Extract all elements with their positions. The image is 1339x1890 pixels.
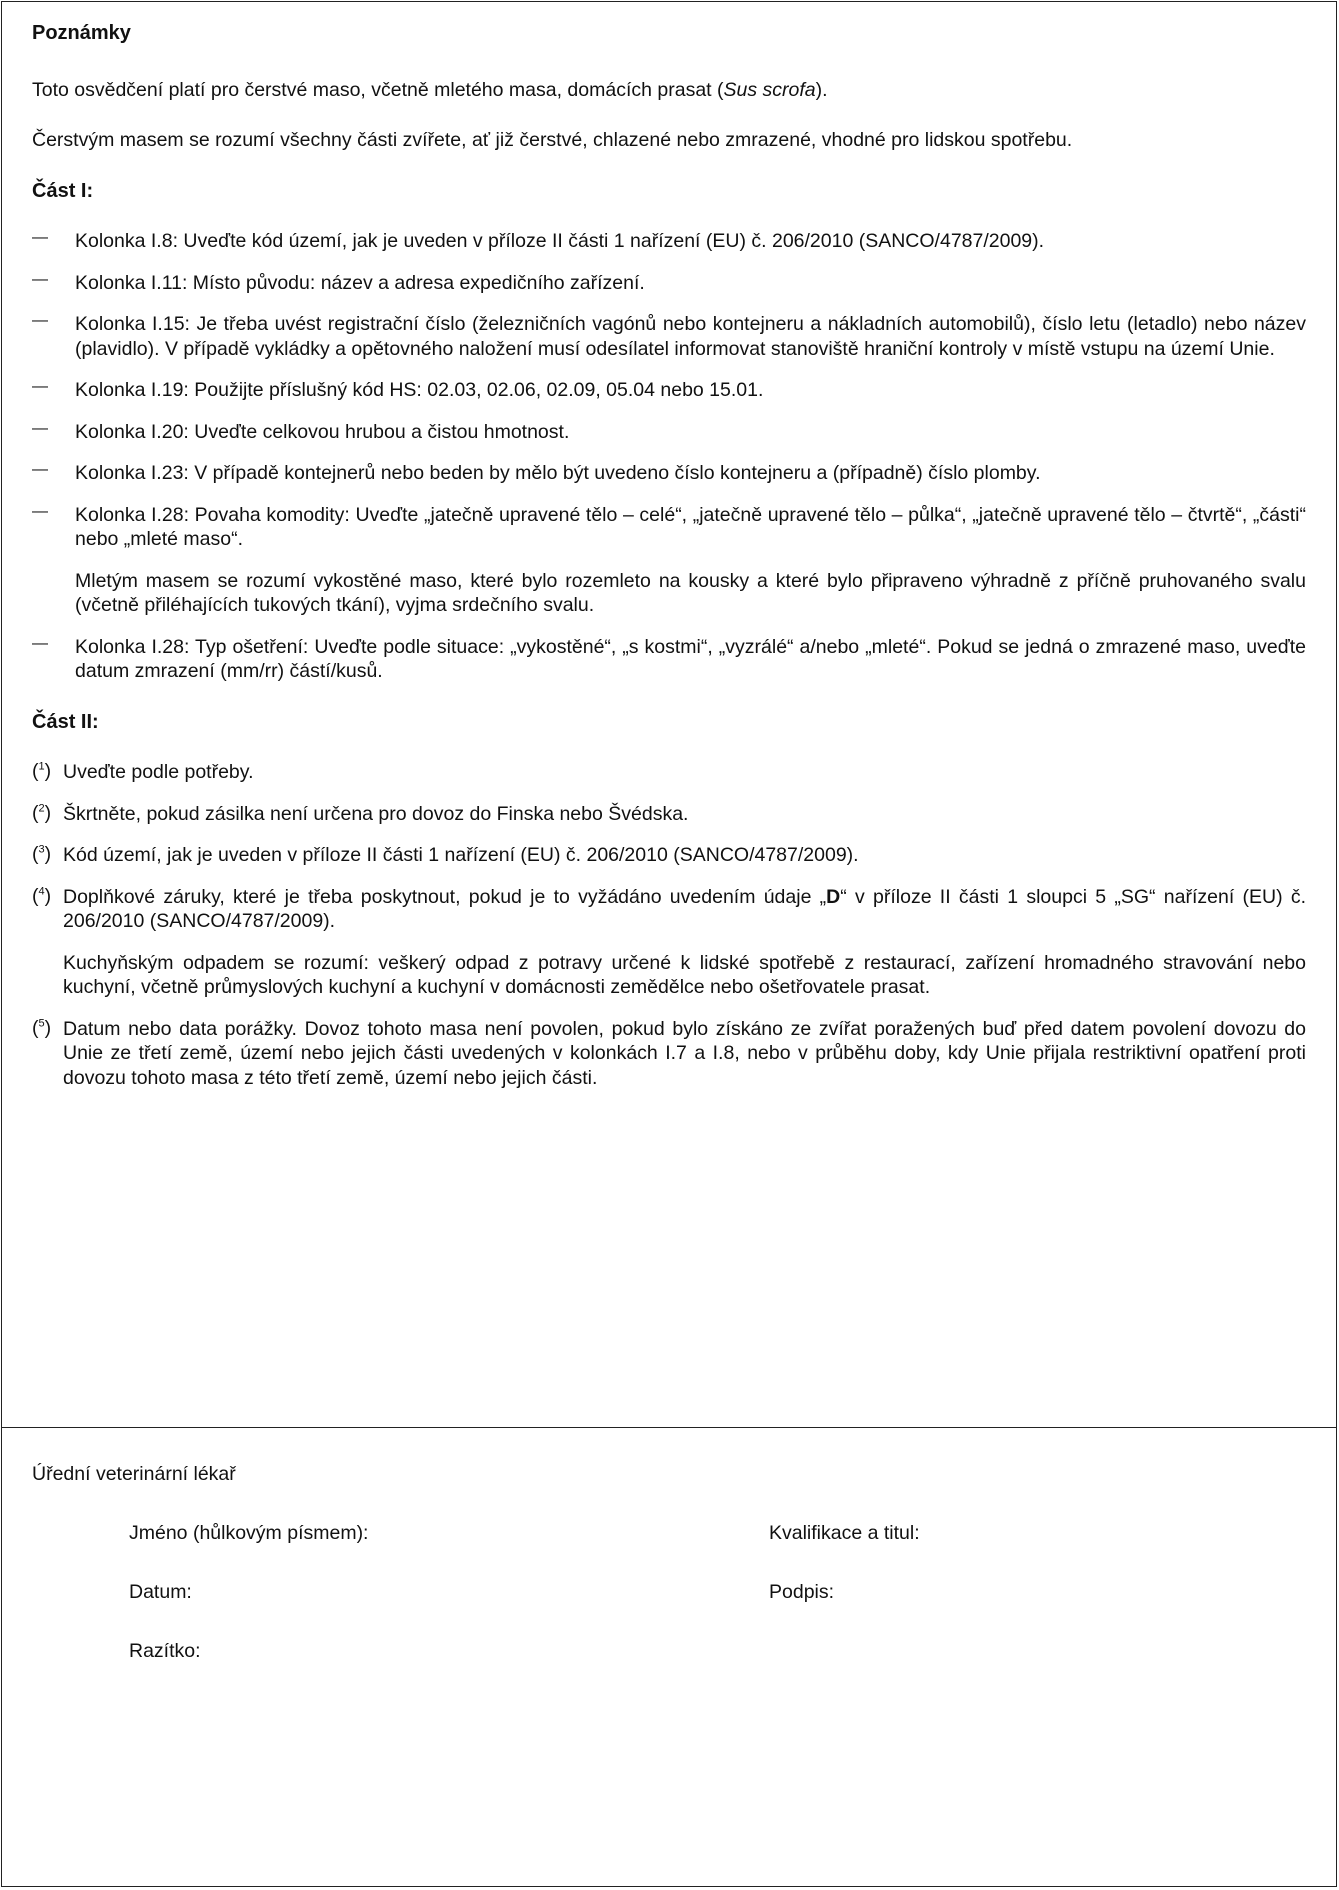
species-name: Sus scrofa [723, 78, 816, 101]
stamp-label: Razítko: [129, 1639, 201, 1662]
part1-item-text: Kolonka I.28: Typ ošetření: Uveďte podle situace: „vykostěné“, „s kostmi“, „vyzrálé“ a/nebo „mleté“. Pokud se jedná o zmrazené maso, uveďte datum zmrazení (mm/rr) částí/kusů. [75, 635, 1306, 682]
dash-bullet: — [32, 312, 48, 329]
part2-item-text: Datum nebo data porážky. Dovoz tohoto masa není povolen, pokud bylo získáno ze zvířat poražených buď před datem povolení dovozu do Unie ze třetí země, území nebo jejich části uvedených v kolonkách I.7 a I.8, nebo v průběhu doby, kdy Unie přijala restriktivní opatření proti dovozu tohoto masa z této třetí země, území nebo jejich části. [63, 1017, 1306, 1089]
part2-item [32, 843, 1306, 868]
dash-bullet: — [32, 270, 48, 288]
part1-item [32, 312, 1306, 361]
part1-title: Část I: [32, 179, 94, 202]
date-label: Datum: [129, 1580, 192, 1603]
part2-item [32, 760, 1306, 785]
veterinarian-section [2, 1428, 1336, 1886]
part1-item [32, 378, 1306, 403]
part2-item [32, 885, 1306, 934]
part2-item-text: Doplňkové záruky, které je třeba poskytnout, pokud je to vyžádáno uvedením údaje „D“ v příloze II části 1 sloupci 5 „SG“ nařízení (EU) č. 206/2010 (SANCO/4787/2009). [63, 885, 1306, 932]
part2-item [32, 1017, 1306, 1091]
part1-item [32, 420, 1306, 445]
part1-item-text: Kolonka I.28: Povaha komodity: Uveďte „jatečně upravené tělo – celé“, „jatečně upravené tělo – půlka“, „jatečně upravené tělo – čtvrtě“, „části“ nebo „mleté maso“. [75, 503, 1306, 550]
signature-label: Podpis: [769, 1580, 835, 1603]
footnote-ref: ($^1$) [32, 760, 52, 782]
part1-item-text: Kolonka I.20: Uveďte celkovou hrubou a čistou hmotnost. [75, 420, 570, 443]
footnote-ref: ($^2$) [32, 801, 52, 824]
part1-item [32, 461, 1306, 486]
notes-title: Poznámky [32, 22, 131, 44]
footnote-ref: ($^3$) [32, 843, 52, 865]
part1-item-text: Kolonka I.8: Uveďte kód území, jak je uveden v příloze II části 1 nařízení (EU) č. 206/2010 (SANCO/4787/2009). [75, 230, 1045, 252]
name-label: Jméno (hůlkovým písmem): [129, 1521, 369, 1544]
guarantee-code: D [826, 885, 841, 908]
part1-item [32, 229, 1306, 254]
dash-bullet: — [32, 419, 48, 437]
part1-item-text: Kolonka I.23: V případě kontejnerů nebo beden by mělo být uvedeno číslo kontejneru a (případně) číslo plomby. [75, 462, 1041, 484]
intro1-end: ). [815, 78, 828, 101]
part1-item [32, 503, 1306, 552]
footnote-ref: ($^5$) [32, 1016, 52, 1039]
footnote-ref: ($^4$) [32, 884, 52, 907]
intro1-text: Toto osvědčení platí pro čerstvé maso, včetně mletého masa, domácích prasat ( [32, 78, 724, 101]
part1-item [32, 271, 1306, 296]
part2-title: Část II: [32, 710, 99, 733]
certificate-frame [1, 1, 1337, 1887]
dash-bullet: — [32, 229, 48, 246]
part2-item [32, 802, 1306, 827]
part1-item-text: Kolonka I.19: Použijte příslušný kód HS: 02.03, 02.06, 02.09, 05.04 nebo 15.01. [75, 379, 764, 401]
dash-bullet: — [32, 461, 48, 478]
intro-paragraph-2: Čerstvým masem se rozumí všechny části zvířete, ať již čerstvé, chlazené nebo zmrazené, vhodné pro lidskou spotřebu. [32, 129, 1073, 151]
signature-row [32, 1580, 1306, 1604]
signature-row [32, 1639, 1306, 1663]
dash-bullet: — [32, 634, 48, 652]
intro-paragraph-1 [32, 78, 1306, 103]
kitchen-waste-note: Kuchyňským odpadem se rozumí: veškerý odpad z potravy určené k lidské spotřebě z restaurací, zařízení hromadného stravování nebo kuchyní, včetně průmyslových kuchyní a kuchyní v domácnosti zemědělce nebo ošetřovatele prasat. [63, 951, 1306, 998]
qualification-label: Kvalifikace a titul: [769, 1521, 920, 1544]
dash-bullet: — [32, 502, 48, 520]
part1-item [32, 635, 1306, 684]
notes-section [2, 2, 1336, 1428]
veterinarian-title: Úřední veterinární lékař [32, 1463, 236, 1485]
dash-bullet: — [32, 378, 48, 395]
part2-item-text: Uveďte podle potřeby. [63, 761, 254, 783]
part1-item-text: Kolonka I.15: Je třeba uvést registrační číslo (železničních vagónů nebo kontejneru a nákladních automobilů), číslo letu (letadlo) nebo název (plavidlo). V případě vykládky a opětovného naložení musí odesílatel informovat stanoviště hraniční kontroly v místě vstupu na území Unie. [75, 313, 1306, 360]
part1-item-text: Kolonka I.11: Místo původu: název a adresa expedičního zařízení. [75, 271, 645, 294]
part2-item-text: Škrtněte, pokud zásilka není určena pro dovoz do Finska nebo Švédska. [63, 802, 689, 825]
part2-item-text: Kód území, jak je uveden v příloze II části 1 nařízení (EU) č. 206/2010 (SANCO/4787/2009). [63, 844, 859, 866]
signature-row [32, 1521, 1306, 1545]
minced-meat-note: Mletým masem se rozumí vykostěné maso, které bylo rozemleto na kousky a které bylo připraveno výhradně z příčně pruhovaného svalu (včetně přiléhajících tukových tkání), vyjma srdečního svalu. [75, 569, 1306, 616]
